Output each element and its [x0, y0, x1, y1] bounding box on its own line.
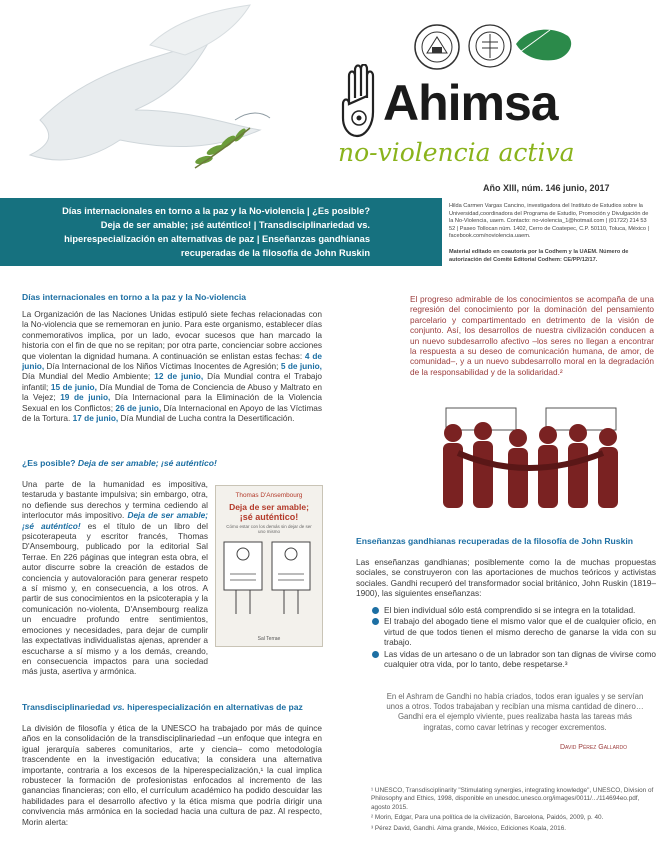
date-description: Día Mundial contra el Trabajo infantil; [22, 371, 323, 392]
author-credits: Hilda Carmen Vargas Cancino, investigadora del Instituto de Estudios sobre la Universidad,coordinadora del Programa de Estudio, Promoción y Divulgación de la No-Violencia, uaem. Contacto: no-violencia_1@hotmail.com | (01722) 214 53 52 | Paseo Tollocan núm. 1402, Cerro de Coatepec, C.P. 50110, Toluca, México | facebook.com/noviolencia.uaem. [449, 203, 649, 240]
university-seal-icon [413, 23, 461, 71]
gandhi-quote: En el Ashram de Gandhi no había criados, todos eran iguales y se servían unos a otros. Todos trabajaban y recibían una misma cantidad de dinero… Gandhi era el ejemplo viviente, pues realizaba hasta las tareas más ingratas, como cavar letrinas y recoger excrementos. [386, 692, 644, 732]
section3-title: Transdisciplinariedad vs. hiperespecialización en alternativas de paz [22, 702, 303, 712]
bullet-item: Las vidas de un artesano o de un labrador son tan dignas de vivirse como cualquier otra vida, por lo tanto, debe respetarse.³ [372, 649, 656, 670]
date-description: Día Mundial del Medio Ambiente; [22, 371, 151, 382]
bullet-dot-icon [372, 607, 379, 614]
date-highlight: 5 de junio, [278, 361, 322, 372]
morin-quote: El progreso admirable de los conocimientos se acompaña de una regresión del conocimiento por la dominación del pensamiento parcelario y compartimentado en detrimento de la visión de conjunto. Así, los desarrollos de nuestra civilización conducen a un nuevo subdesarrollo afectivo –los seres no llegan a encontrar la respuesta a su deseo de comunicación humana, de amor, de comunidad–, y a un nuevo subdesarrollo moral en la degradación de la responsabilidad y de la solidaridad.² [410, 294, 654, 377]
date-description: Día Internacional de los Niños Víctimas Inocentes de Agresión; [44, 361, 279, 372]
date-highlight: 17 de junio, [70, 413, 119, 424]
footnote-2: ² Morin, Edgar, Para una política de la civilización, Barcelona, Paidós, 2009, p. 40. [371, 814, 604, 822]
issue-line: Año XIII, núm. 146 junio, 2017 [483, 183, 610, 193]
book-title-2: ¡sé auténtico! [239, 512, 299, 522]
date-description: Día Internacional para la Eliminación de la Violencia Sexual en los Conflictos; [22, 392, 322, 413]
figures-illustration [428, 393, 633, 518]
book-illustration [216, 534, 320, 624]
section3-body: La división de filosofía y ética de la UNESCO ha trabajado por más de quince años en la consolidación de la transdisciplinariedad –un enfoque que integra en igual jerarquía saberes comunitarios, arte y ciencia– como metodología trascendente en la investigación educativa; la considera una alternativa importante, contraria a los excesos de la hiperespecialización,¹ la cual implica robustecer la formación de profesionistas enfocados al incremento de las ganancias financieras; con ello, el currículum académico ha podido descuidar las habilidades para el desarrollo afectivo y la ética misma que podría dirigir una convivencia más armónica en la sociedad hacia una cultura de paz. Al respecto, Morin alerta: [22, 723, 322, 827]
date-highlight: 26 de junio, [113, 402, 162, 413]
logo-subtitle: no-violencia activa [338, 138, 575, 167]
date-description: Día Mundial de Toma de Conciencia de Abuso y Maltrato en la Vejez; [22, 381, 322, 403]
book-cover-image [215, 485, 323, 647]
dove-illustration [0, 0, 300, 190]
date-highlight: 12 de junio, [150, 371, 204, 382]
section2-title: ¿Es posible? Deja de ser amable; ¡sé auténtico! [22, 458, 217, 468]
hand-logo-icon [341, 64, 383, 142]
banner-text: Días internacionales en torno a la paz y la No-violencia | ¿Es posible? Deja de ser amable; ¡sé auténtico! | Transdisciplinariedad vs. hiperespecialización en alternativas de paz | Enseñanzas gandhianas recuperadas de la filosofía de John Ruskin [62, 206, 370, 258]
bullet-dot-icon [372, 651, 379, 658]
codhem-logo-icon [468, 22, 580, 70]
date-highlight: 19 de junio, [55, 392, 111, 403]
section1-dates [22, 351, 322, 423]
edition-note: Material editado en coautoría por la Codhem y la UAEM. Número de autorización del Comité Editorial Codhem: CE/PP/12/17. [449, 249, 629, 263]
section1-intro: La Organización de las Naciones Unidas estipuló siete fechas relacionadas con la No-violencia que se rememoran en junio. Para este organismo, establecer días conmemorativos implica, por un lado, evocar sucesos que han marcado la historia con el fin de que no se repitan; por otra parte, concienciar sobre acciones que violentan la dignidad humana. A continuación se enlistan estas fechas: [22, 309, 322, 361]
section4-bullets [372, 605, 656, 669]
section4-title: Enseñanzas gandhianas recuperadas de la filosofía de John Ruskin [356, 536, 633, 546]
section1-body [22, 309, 322, 423]
section4-body: Las enseñanzas gandhianas; posiblemente como la de muchas propuestas sociales, se construyeron con las aportaciones de muchos teóricos y activistas sociales. Gandhi recuperó del transformador social británico, John Ruskin (1819–1900), las siguientes enseñanzas: [356, 557, 656, 599]
date-description: Día Internacional en Apoyo de las Víctimas de la Tortura. [22, 402, 322, 424]
book-author: Thomas D'Ansembourg [235, 492, 303, 499]
footnote-1: ¹ UNESCO, Transdisciplinarity "Stimulating synergies, integrating knowledge", UNESCO, Division of Philosophy and Ethics, 1998, disponible en unesdoc.unesco.org/images/0011/.../114694eo.pdf, agosto 2015. [371, 787, 654, 811]
footnotes [371, 787, 657, 833]
quote-author: David Pérez Gallardo [560, 744, 628, 751]
book-title-1: Deja de ser amable; [229, 502, 309, 512]
section2-body: Una parte de la humanidad es impositiva, testaruda y bastante impulsiva; sin embargo, otra, no defiende sus derechos y termina cediendo al interlocutor más impositivo. Deja de ser amable; ¡sé auténtico! es el título de un libro del psicoterapeuta y escritor francés, Thomas D'Ansembourg, publicado por la editorial Sal Terrae. En 226 páginas que integran esta obra, el autor discurre sobre la creación de estados de conciencia y autovaloración para generar respeto a sí mismo y, en consecuencia, a los otros. A partir de sus conocimientos en la psicoterapia y la comunicación no-violenta, D'Ansembourg realiza un encuadre profundo entre sentimientos, emociones y necesidades, para dejar de cumplir las expectativas individualistas ajenas, aprender a escucharse a sí mismo y a los demás, creando, en consecuencia impactos para una sociedad más justa, asertiva y armónica. [22, 479, 208, 677]
section1-title: Días internacionales en torno a la paz y la No-violencia [22, 292, 246, 302]
book-publisher: Sal Terrae [257, 636, 281, 642]
footnote-3: ³ Pérez David, Gandhi. Alma grande, México, Ediciones Koala, 2016. [371, 824, 567, 832]
date-highlight: 4 de junio, [22, 350, 322, 372]
bullet-item: El bien individual sólo está comprendido si se integra en la totalidad. [372, 605, 656, 615]
bullet-item: El trabajo del abogado tiene el mismo valor que el de cualquier oficio, en virtud de que todos tienen el mismo derecho de ganarse la vida con su trabajo. [372, 616, 656, 647]
date-description: Día Mundial de Lucha contra la Desertificación. [118, 413, 295, 424]
bullet-dot-icon [372, 618, 379, 625]
book-subtitle: Cómo estar con los demás sin dejar de ser uno mismo [226, 524, 312, 534]
logo-title: Ahimsa [383, 75, 558, 131]
date-highlight: 15 de junio, [48, 381, 97, 392]
